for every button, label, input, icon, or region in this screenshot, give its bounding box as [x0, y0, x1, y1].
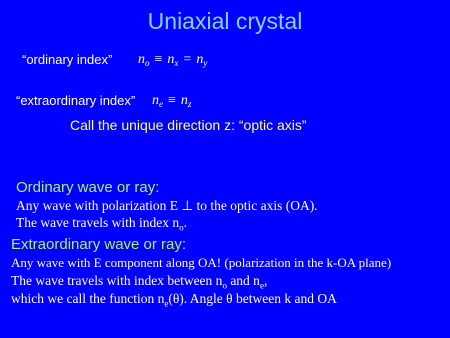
extraordinary-wave-line-2 — [11, 273, 267, 291]
n-symbol: n — [180, 93, 188, 108]
n-symbol: n — [167, 52, 175, 67]
subscript-e: e — [159, 99, 163, 109]
n-symbol: n — [138, 52, 145, 67]
extraordinary-wave-heading: Extraordinary wave or ray: — [11, 236, 187, 253]
ordinary-wave-line-2 — [16, 215, 187, 233]
optic-axis-note: Call the unique direction z: “optic axis” — [70, 117, 307, 133]
subscript-x: x — [174, 58, 179, 68]
subscript-z: z — [187, 99, 192, 109]
comma: , — [263, 273, 268, 288]
subscript-y: y — [203, 58, 208, 68]
extraordinary-wave-line-2-text: The wave travels with index between n — [11, 273, 223, 288]
extraordinary-index-label: “extraordinary index” — [16, 93, 136, 108]
ordinary-wave-line-2-text: The wave travels with index n — [16, 215, 180, 230]
subscript-o: o — [179, 222, 184, 233]
and-n-text: and n — [226, 273, 260, 288]
extraordinary-wave-line-3-text: which we call the function n — [11, 291, 165, 306]
extraordinary-wave-line-3 — [11, 291, 337, 309]
slide-title: Uniaxial crystal — [147, 8, 303, 34]
angle-theta-text: (θ). Angle θ between k and OA — [168, 291, 337, 306]
equals-operator: = — [183, 52, 192, 67]
extraordinary-index-equation — [152, 93, 191, 109]
n-symbol: n — [196, 52, 204, 67]
equivalence-operator: ≡ — [168, 93, 176, 108]
subscript-e: e — [164, 298, 169, 309]
n-symbol: n — [152, 93, 159, 108]
ordinary-index-equation — [138, 52, 207, 68]
subscript-o: o — [145, 58, 150, 68]
subscript-o: o — [222, 280, 227, 291]
subscript-e: e — [259, 280, 264, 291]
period: . — [183, 215, 187, 230]
equivalence-operator: ≡ — [154, 52, 163, 67]
ordinary-index-label: “ordinary index” — [22, 52, 113, 67]
ordinary-wave-line-1: Any wave with polarization E ⊥ to the optic axis (OA). — [16, 198, 318, 213]
extraordinary-wave-line-1: Any wave with E component along OA! (polarization in the k-OA plane) — [11, 255, 392, 270]
ordinary-wave-heading: Ordinary wave or ray: — [16, 179, 160, 196]
